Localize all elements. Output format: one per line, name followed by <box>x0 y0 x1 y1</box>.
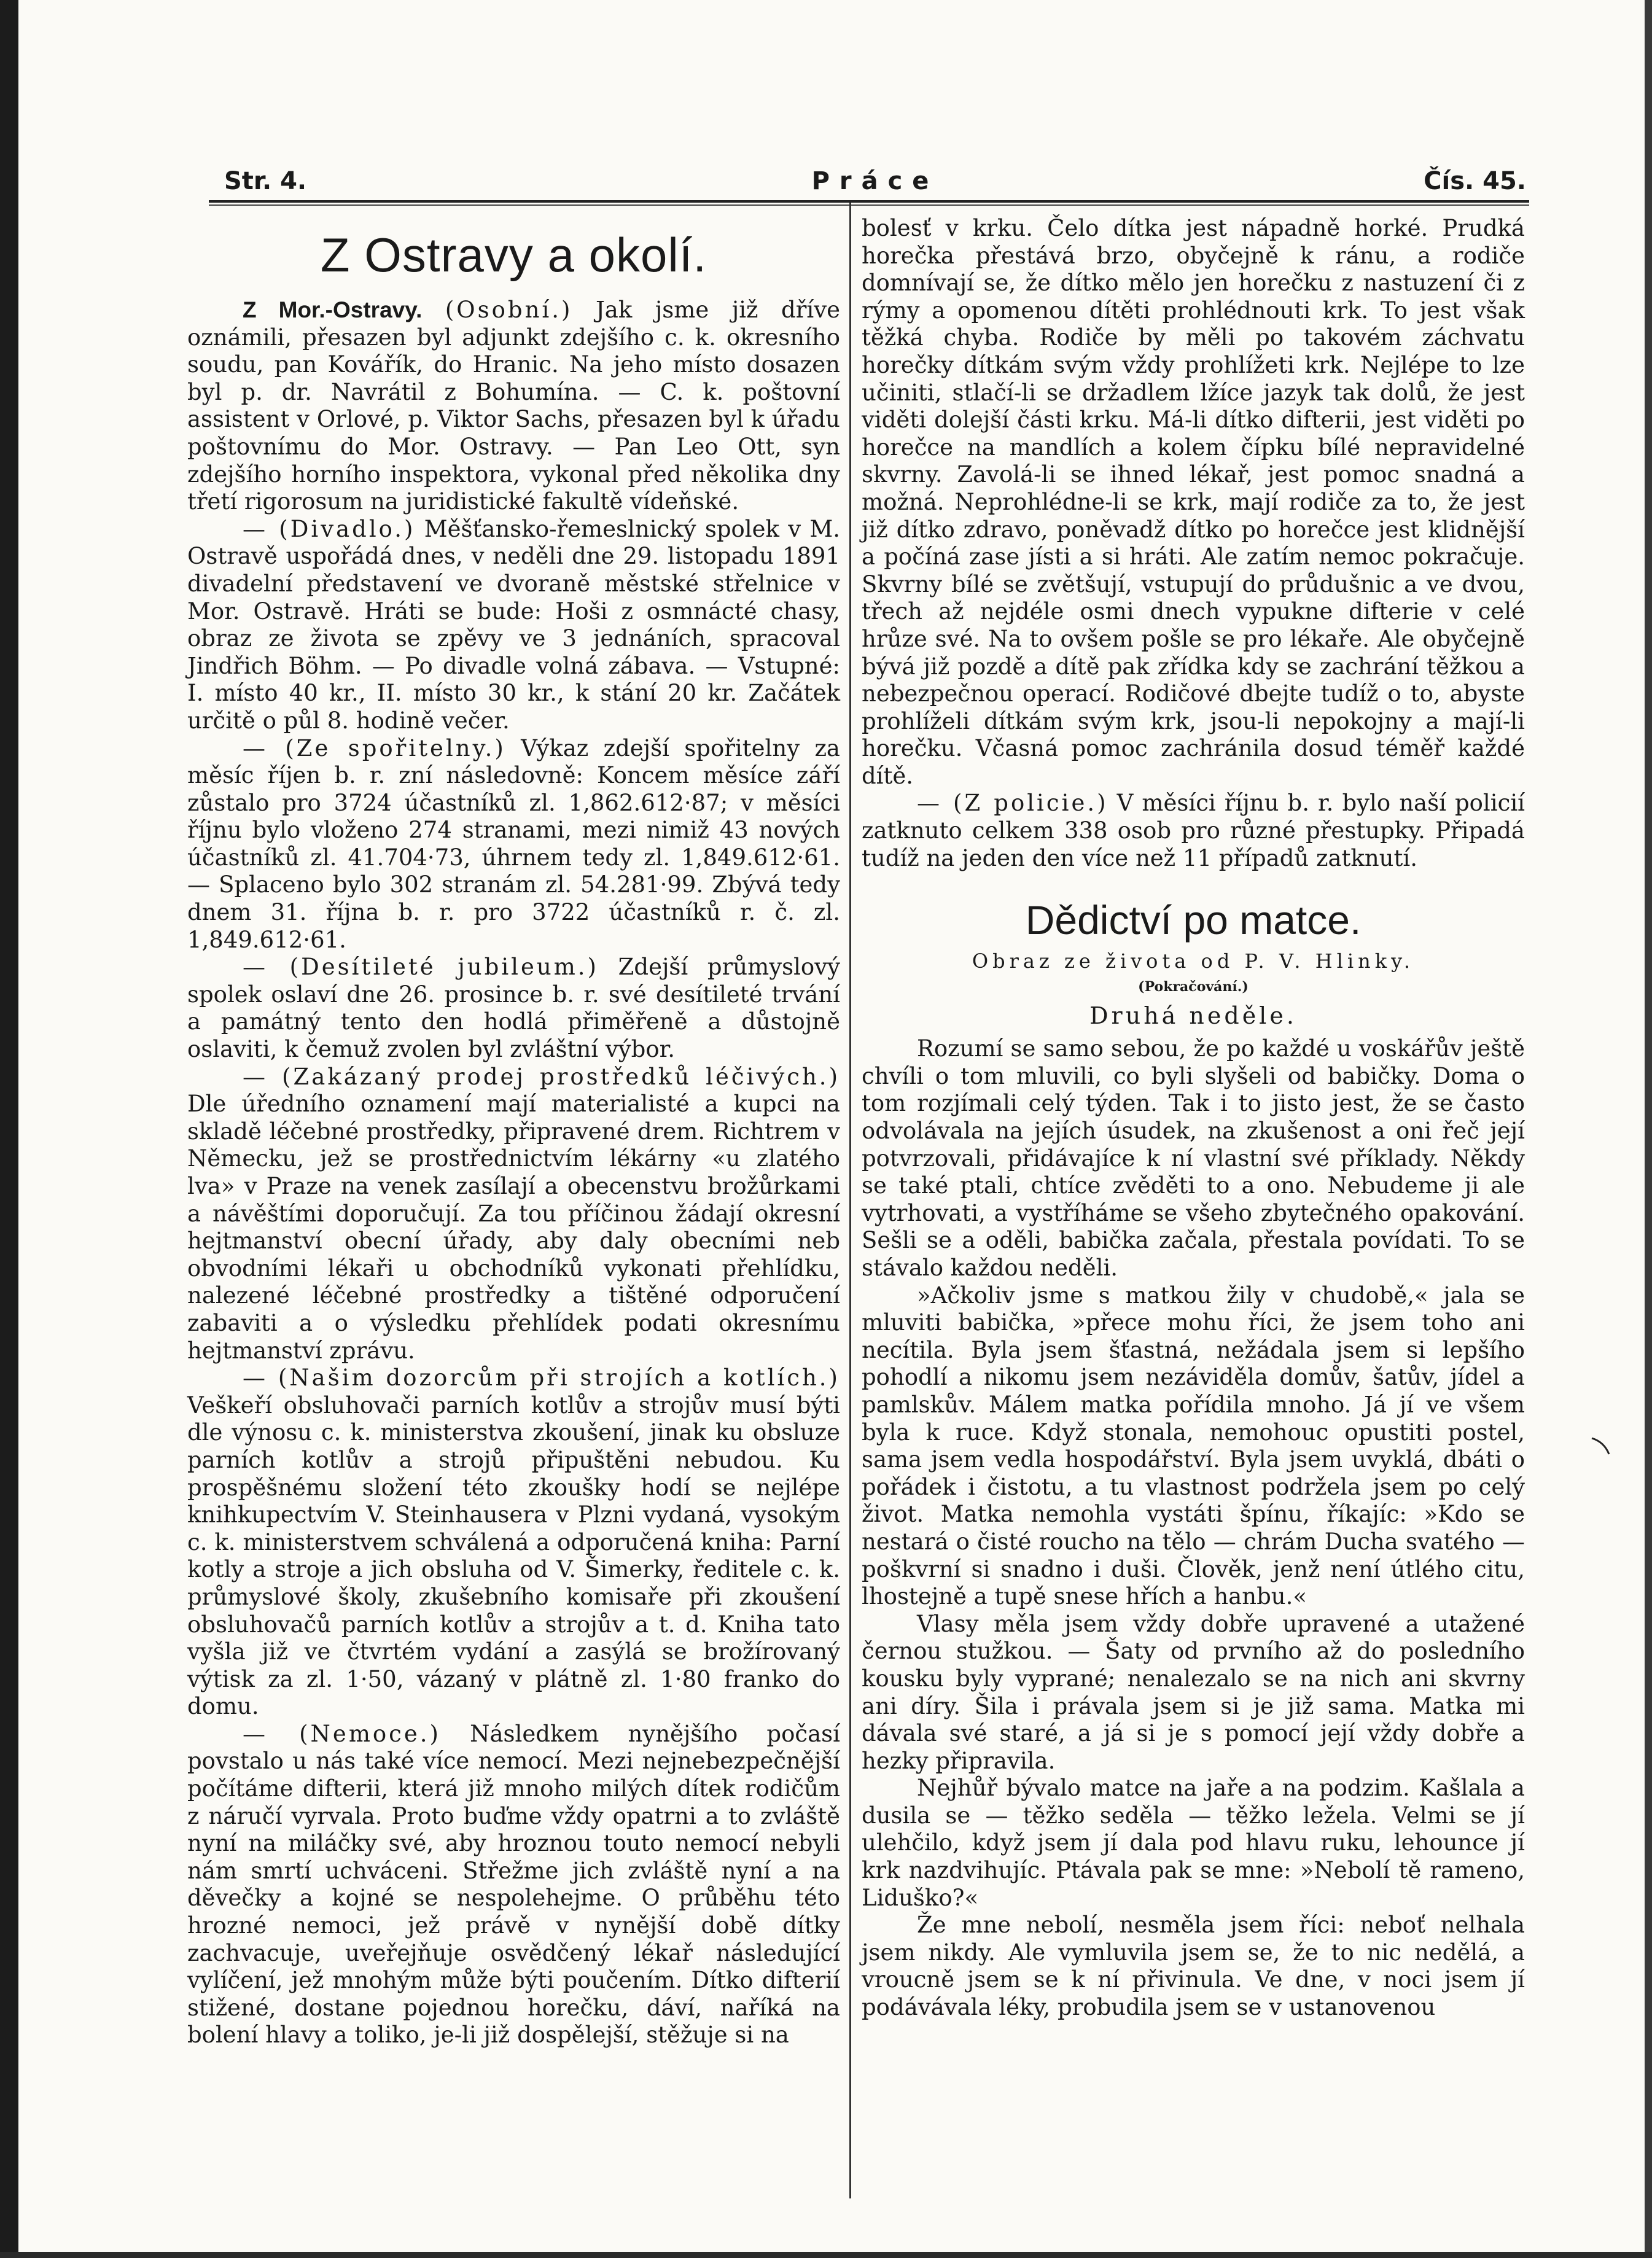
scan-edge-bottom <box>0 2252 1652 2258</box>
item-text: Dle úředního oznamení mají materialisté a kupci na skladě léčebné prostředky, připravené drem. Richtrem v Německu, jež se prostřednictvím lékárny «u zlatého lva» v Praze na venek zasílají a obecenstvu brožůrkami a návěštími doporučují. Za tou příčinou žádají okresní hejtmanství obecní úřady, aby daly obecními neb obvodními lékaři u obchodníků vykonati přehlídku, nalezené léčebné prostředky a tištěné odporučení zabaviti a o výsledku přehlídek podati okresnímu hejtmanství zprávu. <box>187 1091 840 1364</box>
news-item <box>187 1721 840 2049</box>
journal-title: Práce <box>811 167 939 195</box>
story-subtitle: Obraz ze života od P. V. Hlinky. <box>972 949 1415 973</box>
header-rule <box>209 200 1529 203</box>
item-heading: (Osobní.) <box>445 297 573 323</box>
page-header <box>224 161 1526 198</box>
news-item <box>187 1365 840 1721</box>
news-item <box>862 790 1525 872</box>
news-item-continued <box>862 215 1525 790</box>
item-heading: — (Desítileté jubileum.) <box>243 954 599 981</box>
item-text: Měšťansko-řemeslnický spolek v M. Ostravě uspořádá dnes, v neděli dne 29. listopadu 1891 divadelní představení ve dvoraně městské střelnice v Mor. Ostravě. Hráti se bude: Hoši z osmnácté chasy, obraz ze života se zpěvy ve 3 jednáních, spracoval Jindřich Böhm. — Po divadle volná zábava. — Vstupné: I. místo 40 kr., II. místo 30 kr., k stání 20 kr. Začátek určitě o půl 8. hodině večer. <box>187 515 840 734</box>
story-continuation-note: (Pokračování.) <box>1138 979 1249 995</box>
header-rule-thin <box>209 204 1529 206</box>
story-paragraph: Že mne nebolí, nesměla jsem říci: neboť nelhala jsem nikdy. Ale vymluvila jsem se, že to nic nedělá, a vroucně jsem se k ní přivinula. Ve dne, v noci jsem jí podávávala léky, probudila jsem se v ustanovenou <box>862 1912 1525 2021</box>
item-heading: — (Divadlo.) <box>243 515 416 542</box>
story-paragraph: Rozumí se samo sebou, že po každé u voskářův ještě chvíli o tom mluvili, co byli slyšeli od babičky. Doma o tom rozjímali celý týden. Tak i to jisto jest, že se často odvolávala na jejích úsudek, na zkušenost a oni řeč její potvrzovali, přidávajíce k ní vlastní své příklady. Někdy se také ptali, chtíce zvěděti to a ono. Nebudeme ji ale vytrhovati, a vystříháme se všeho zbytečného opakování. Sešli se a oděli, babička začala, přestala povídati. To se stávalo každou neděli. <box>862 1035 1525 1281</box>
item-text: Veškeří obsluhovači parních kotlův a strojův musí býti dle výnosu c. k. ministerstva zkoušení, jinak ku obsluze parních kotlův a strojů připuštěni nebudou. Ku prospěšnému složení této zkoušky hodí se nejlépe knihkupectvím V. Steinhausera v Plzni vydaná, vysokým c. k. ministerstvem schválená a odporučená kniha: Parní kotly a stroje a jich obsluha od V. Šimerky, ředitele c. k. průmyslové školy, zkušebního komisaře při zkoušení obsluhovačů parních kotlův a strojův a t. d. Kniha tato vyšla již ve čtvrtém vydání a zasýlá se brožírovaný výtisk za zl. 1·50, vázaný v plátně zl. 1·80 franko do domu. <box>187 1392 840 1720</box>
news-item <box>187 735 840 954</box>
news-item <box>187 1064 840 1365</box>
item-text: Výkaz zdejší spořitelny za měsíc říjen b. r. zní následovně: Koncem měsíce září zůstalo pro 3724 účastníků zl. 1,862.612·87; v měsíci říjnu bylo vloženo 274 stranami, mezi nimiž 43 nových účastníků zl. 41.704·73, úhrnem tedy zl. 1,849.612·61. — Splaceno bylo 302 stranám zl. 54.281·99. Zbývá tedy dnem 31. října b. r. pro 3722 účastníků r. č. zl. 1,849.612·61. <box>187 734 840 953</box>
story-paragraph: »Ačkoliv jsme s matkou žily v chudobě,« jala se mluviti babička, »přece mohu říci, že jsem toho ani necítila. Byla jsem šťastná, nežádala jsem si lepšího pohodlí a nikomu jsem nezáviděla domův, šatův, jídel a pamlskův. Málem matka pořídila mnoho. Já jí ve všem byla k ruce. Když stonala, nemohouc opustiti postel, sama jsem vedla hospodářství. Byla jsem uvyklá, dbáti o pořádek i čistotu, a tu vlastnost podržela jsem po celý život. Matka nemohla vystáti špínu, říkajíc: »Kdo se nestará o čisté roucho na tělo — chrám Ducha svatého — poškvrní si snadno i duši. Člověk, jenž není útlého citu, lhostejně a tupě snese hřích a hanbu.« <box>862 1282 1525 1610</box>
news-item <box>187 954 840 1063</box>
item-heading: — (Nemoce.) <box>243 1720 441 1747</box>
item-text: bolesť v krku. Čelo dítka jest nápadně horké. Prudká horečka přestává brzo, obyčejně k ránu, a rodiče domnívají se, že dítko mělo jen horečku z nastuzení či z rýmy a opomenou dítěti prohlédnouti krk. To jest však těžká chyba. Rodiče by měli po takovém záchvatu horečky dítkám svým vždy prohlížeti krk. Nejlépe to lze učiniti, stlačí-li se držadlem lžíce jazyk tak dolů, že jest viděti dolejší části krku. Má-li dítko difterii, jest viděti po horečce na mandlích a kolem čípku bílé nepravidelné skvrny. Zavolá-li se ihned lékař, jest pomoc snadná a možná. Neprohlédne-li se krk, mají rodiče za to, že jest již dítko zdravo, poněvadž dítko po horečce jest klidnější a počíná zase jísti a si hráti. Ale zatím nemoc pokračuje. Skvrny bílé se zvětšují, vstupují do průdušnic a ve dvou, třech až nejdéle osmi dnech vypukne difterie v celé hrůze své. Na to ovšem pošle se pro lékaře. Ale obyčejně bývá již pozdě a dítě pak zřídka kdy se zachrání těžkou a nebezpečnou operací. Rodičové dbejte tudíž o to, abyste prohlíželi dítkám svým krk, jsou-li nepokojny a mají-li horečku. Včasná pomoc zachránila dosud téměř každé dítě. <box>862 215 1525 789</box>
right-column <box>862 215 1525 2022</box>
left-column <box>187 215 840 2049</box>
item-text: Jak jsme již dříve oznámili, přesazen byl adjunkt zdejšího c. k. okresního soudu, pan Kovářík, do Hranic. Na jeho místo dosazen byl p. dr. Navrátil z Bohumína. — C. k. poštovní assistent v Orlové, p. Viktor Sachs, přesazen byl k úřadu poštovnímu do Mor. Ostravy. — Pan Leo Ott, syn zdejšího horního inspektora, vykonal před několika dny třetí rigorosum na juridistické fakultě vídeňské. <box>187 297 841 515</box>
item-heading: — (Zakázaný prodej prostředků léčivých.) <box>243 1063 840 1090</box>
dateline: Z Mor.-Ostravy. <box>243 297 423 322</box>
story-section-heading: Druhá neděle. <box>1089 1002 1297 1030</box>
story-title: Dědictví po matce. <box>1025 897 1362 943</box>
item-heading: — (Ze spořitelny.) <box>243 734 506 761</box>
story-paragraph: Nejhůř bývalo matce na jaře a na podzim. Kašlala a dusila se — těžko seděla — těžko ležela. Velmi se jí ulehčilo, když jsem jí dala pod hlavu ruku, lehounce jí krk nazdvihujíc. Ptávala pak se mne: »Nebolí tě rameno, Liduško?« <box>862 1775 1525 1911</box>
margin-mark-icon <box>1591 1436 1615 1460</box>
item-text: Zdejší průmyslový spolek oslaví dne 26. prosince b. r. své desítileté trvání a památný tento den hodlá přiměřeně a důstojně oslaviti, k čemuž zvolen byl zvláštní výbor. <box>187 954 841 1063</box>
item-heading: — (Našim dozorcům při strojích a kotlích.) <box>243 1365 840 1392</box>
scan-edge-right <box>1645 0 1652 2258</box>
issue-number: Čís. 45. <box>1424 167 1526 195</box>
story-paragraph: Vlasy měla jsem vždy dobře upravené a utažené černou stužkou. — Šaty od prvního až do posledního kousku byly vyprané; nenalezalo se na nich ani skvrny ani díry. Šila i právala jsem si je již sama. Matka mi dávala své staré, a já si je s pomocí její vždy dobře a hezky připravila. <box>862 1610 1525 1774</box>
item-heading: — (Z policie.) <box>917 790 1108 817</box>
item-text: V měsíci říjnu b. r. bylo naší policií zatknuto celkem 338 osob pro různé přestupky. Připadá tudíž na jeden den více než 11 případů zatknutí. <box>862 790 1525 871</box>
item-text: Následkem nynějšího počasí povstalo u nás také více nemocí. Mezi nejnebezpečnější počítáme difterii, která již mnoho milých dítek rodičům z náručí vyrvala. Proto buďme vždy opatrni a to zvláště nyní na miláčky své, aby hroznou touto nemocí nebyli nám smrtí uchváceni. Střežme jich zvláště nyní a na děvečky a kojné se nespolehejme. O průběhu této hrozné nemoci, jež právě v nynější době dítky zachvacuje, uveřejňuje osvědčený lékař následující vylíčení, jež mnohým může býti poučením. Dítko difterií stižené, dostane pojednou horečku, dáví, naříká na bolení hlavy a toliko, je-li již dospělejší, stěžuje si na <box>187 1720 840 2049</box>
news-item <box>187 297 840 516</box>
page-number: Str. 4. <box>224 167 307 195</box>
news-item <box>187 516 840 735</box>
section-title: Z Ostravy a okolí. <box>320 228 707 282</box>
column-divider <box>849 203 851 2198</box>
scan-edge-left <box>0 0 18 2258</box>
